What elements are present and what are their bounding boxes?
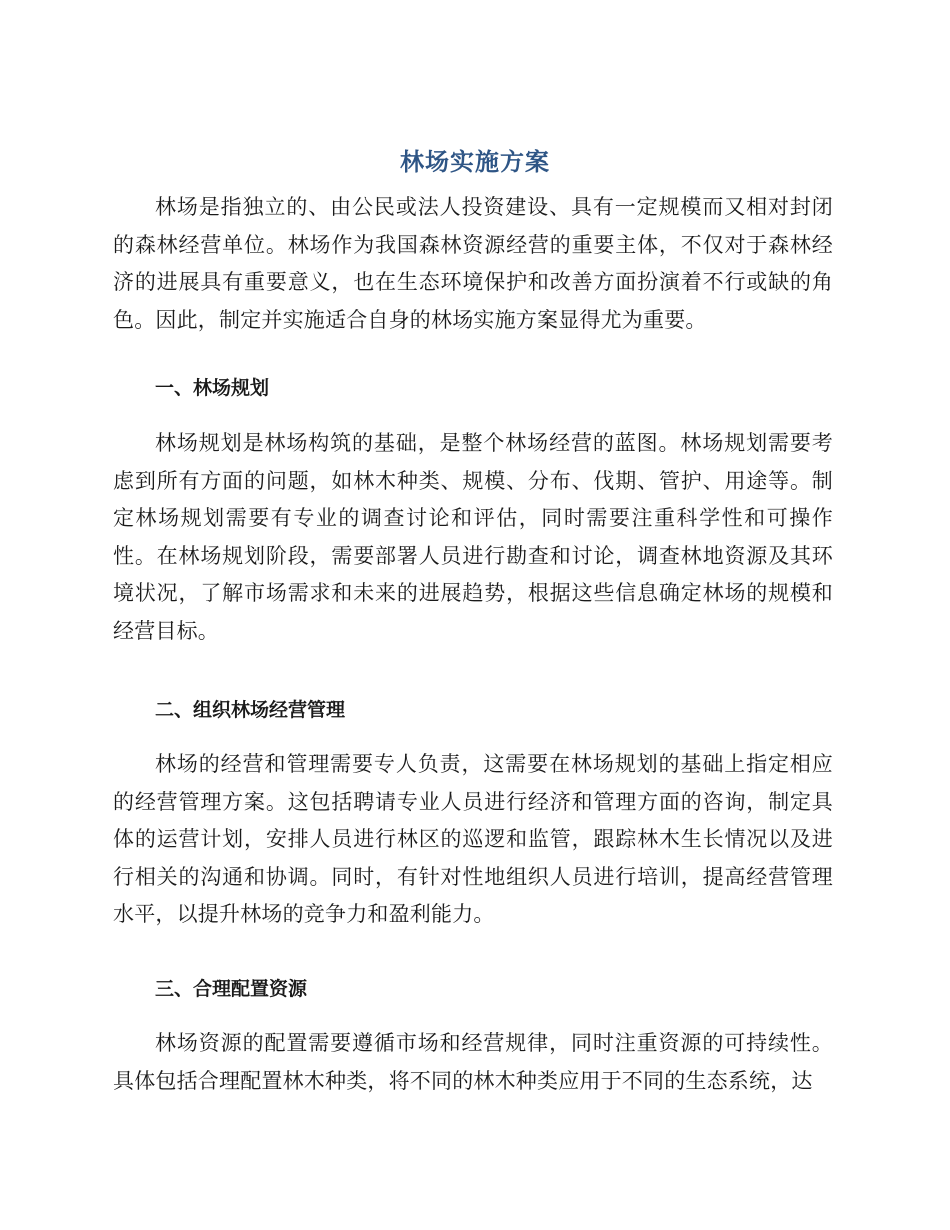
section-heading-resources: 三、合理配置资源: [155, 978, 308, 1000]
section-body-management: 林场的经营和管理需要专人负责，这需要在林场规划的基础上指定相应的经营管理方案。这包括聘请专业人员进行经济和管理方面的咨询，制定具体的运营计划，安排人员进行林区的巡逻和监管，跟踪林木生长情况以及进行相关的沟通和协调。同时，有针对性地组织人员进行培训，提高经营管理水平，以提升林场的竞争力和盈利能力。: [113, 752, 833, 926]
intro-paragraph: 林场是指独立的、由公民或法人投资建设、具有一定规模而又相对封闭的森林经营单位。林场作为我国森林资源经营的重要主体，不仅对于森林经济的进展具有重要意义，也在生态环境保护和改善方面扮演着不行或缺的角色。因此，制定并实施适合自身的林场实施方案显得尤为重要。: [113, 195, 833, 332]
document-title: 林场实施方案: [400, 148, 550, 176]
section-heading-planning: 一、林场规划: [155, 377, 270, 399]
section-body-planning: 林场规划是林场构筑的基础，是整个林场经营的蓝图。林场规划需要考虑到所有方面的问题，如林木种类、规模、分布、伐期、管护、用途等。制定林场规划需要有专业的调查讨论和评估，同时需要注重科学性和可操作性。在林场规划阶段，需要部署人员进行勘查和讨论，调查林地资源及其环境状况，了解市场需求和未来的进展趋势，根据这些信息确定林场的规模和经营目标。: [113, 431, 833, 643]
section-heading-management: 二、组织林场经营管理: [155, 699, 346, 721]
section-body-resources: 林场资源的配置需要遵循市场和经营规律，同时注重资源的可持续性。具体包括合理配置林木种类，将不同的林木种类应用于不同的生态系统，达: [113, 1031, 833, 1093]
